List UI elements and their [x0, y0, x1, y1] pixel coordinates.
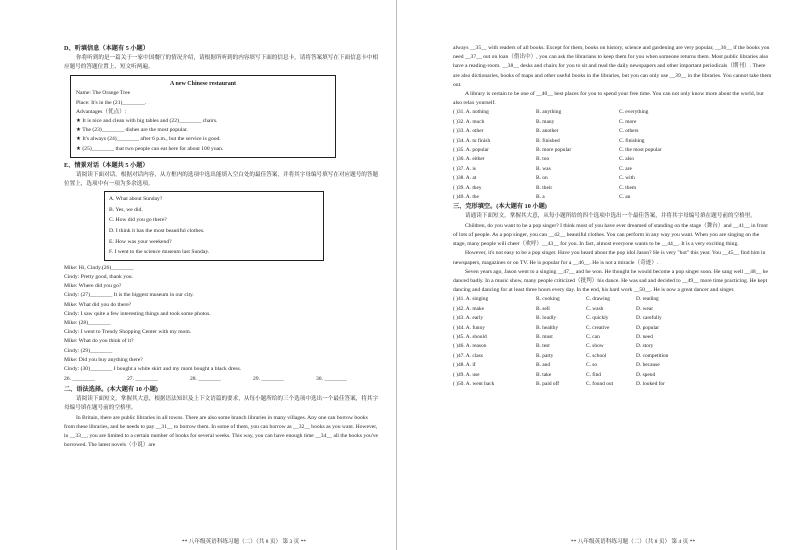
option-a[interactable]: ( )46. A. reason — [453, 343, 487, 350]
option-b[interactable]: B. take — [536, 371, 552, 378]
option-c[interactable]: C. show — [586, 343, 604, 350]
dialogue-line: Mike: What do you think of it? — [64, 338, 134, 345]
option-b[interactable]: B. more popular — [536, 147, 572, 154]
option-item: D. I think it has the most beautiful clothes. — [109, 228, 205, 235]
option-d[interactable]: D. story — [636, 343, 654, 350]
question-row — [453, 127, 772, 136]
option-a[interactable]: ( )43. A. early — [453, 315, 484, 322]
option-item: A. What about Sunday? — [109, 196, 163, 203]
option-b[interactable]: B. on — [536, 175, 548, 182]
dialogue-line: Mike: Did you buy anything there? — [64, 356, 143, 363]
question-row — [453, 352, 772, 361]
option-a[interactable]: ( )39. A. they — [453, 184, 482, 191]
option-a[interactable]: ( )36. A. either — [453, 156, 485, 163]
question-row — [453, 361, 772, 370]
option-b[interactable]: B. many — [536, 118, 555, 125]
page-footer: ** 八年级英语科练习题（二）（共 8 页） 第 4 页 ** — [570, 539, 696, 545]
passage-continued-2: A library is certain to be one of __40__ best places for you to spend your free time. You can not only know more about the world, but also relax yourself. — [453, 91, 764, 107]
answer-line — [64, 374, 379, 385]
question-row — [453, 324, 772, 333]
info-card-line: ★ (25)________ that two people can eat here for about 100 yuan. — [76, 145, 224, 152]
option-b[interactable]: B. anything — [536, 109, 562, 116]
question-row — [453, 146, 772, 155]
question-row — [453, 137, 772, 146]
option-b[interactable]: B. test — [536, 343, 550, 350]
option-item: B. Yes, we did. — [109, 206, 143, 213]
option-d[interactable]: D. spend — [636, 371, 656, 378]
option-a[interactable]: ( )45. A. should — [453, 333, 487, 340]
dialogue-line: Mike: Hi, Cindy.(26)________ — [64, 264, 134, 271]
option-a[interactable]: ( )42. A. make — [453, 305, 484, 312]
answer-blank[interactable]: 30. ________ — [316, 376, 347, 383]
answer-blank[interactable]: 29. ________ — [253, 376, 284, 383]
option-c[interactable]: C. an — [619, 194, 631, 201]
option-item: F. I went to the science museum last Sunday. — [109, 249, 210, 256]
option-d[interactable]: D. wear — [636, 305, 654, 312]
option-b[interactable]: B. a — [536, 194, 545, 201]
question-row — [453, 342, 772, 351]
cloze-paragraph-3: Seven years ago, Jason went to a singing __47__ and he won. He thought he would become a pop singer soon. He sang well __48__ he danced badly. In a music show, many people criticized（批判）his dance. He was sad and decided to __49__ more time practicing. He kept dancing and dancing for at least three hours every day. In the end, his hard work __50__. He is now a great dancer and singer. — [453, 268, 768, 294]
dialogue-line: Mike: What did you do there? — [64, 301, 132, 308]
info-card-line: Name: The Orange Tree — [76, 90, 131, 97]
section-3-instructions: 请通读下面短文，掌握其大意，从每小题所给的四个选项中选出一个最佳答案，并将其字母编号填在题号前的空格里。 — [465, 213, 756, 220]
option-b[interactable]: B. and — [536, 362, 551, 369]
option-a[interactable]: ( )31. A. nothing — [453, 109, 489, 116]
option-b[interactable]: B. party — [536, 352, 554, 359]
option-item: C. How did you go there? — [109, 217, 167, 224]
option-a[interactable]: ( )40. A. the — [453, 194, 479, 201]
question-row — [453, 174, 772, 183]
option-d[interactable]: D. because — [636, 362, 660, 369]
option-b[interactable]: B. their — [536, 184, 553, 191]
dialogue-line: Cindy: Pretty good, thank you. — [64, 274, 133, 280]
passage-continued: always __35__ with readers of all books. Except for them, books on history, science and gardening are very popular, __36__ if the books you need __37__ out on loan（借出中）, you can ask the librarians to keep them for you when someone returns them. Most public libraries also have a reading-room. __38__ desks and chairs for you to sit and read the daily newspapers and other important periodicals（期刊）. There are also dictionaries, books of maps and other useful books in the libraries, but you can only use __39__ in the libraries. You cannot take them out. — [453, 45, 772, 88]
info-card-title: A new Chinese restaurant — [169, 81, 237, 88]
info-card-line: ★ It's always (24)________ after 6 p.m., but the service is good. — [76, 136, 221, 143]
grammar-options — [453, 108, 772, 202]
option-c[interactable]: C. the most popular — [619, 147, 662, 154]
option-c[interactable]: C. creative — [586, 324, 610, 331]
option-a[interactable]: ( )37. A. is — [453, 165, 476, 172]
option-c[interactable]: C. everything — [619, 109, 649, 116]
option-d[interactable]: D. need — [636, 333, 653, 340]
question-row — [453, 380, 772, 389]
section-2-heading: 二、语法选择。(本大题有 10 小题) — [64, 386, 158, 394]
option-c[interactable]: C. finishing — [619, 137, 645, 144]
section-3-heading: 三、完形填空。(本大题有 10 小题) — [453, 203, 547, 211]
option-a[interactable]: ( )33. A. other — [453, 128, 484, 135]
option-c[interactable]: C. are — [619, 165, 632, 172]
question-row — [453, 155, 772, 164]
section-e-instructions: 请阅读下面对话，根据对话内容，从方框内的选项中选出能填入空白处的最佳答案，并将其字母编号填写在对应题号的答题位置上，选项中有一项为多余选项。 — [64, 171, 379, 188]
option-c[interactable]: C. with — [619, 175, 635, 182]
option-b[interactable]: B. loudly — [536, 315, 557, 322]
info-card-line: ★ The (23)________ dishes are the most popular. — [76, 127, 188, 134]
question-row — [453, 184, 772, 193]
option-a[interactable]: ( )44. A. funny — [453, 324, 485, 331]
option-c[interactable]: C. wash — [586, 305, 604, 312]
option-c[interactable]: C. also — [619, 156, 634, 163]
question-row — [453, 371, 772, 380]
options-box — [104, 191, 324, 261]
option-d[interactable]: D. reading — [636, 296, 659, 303]
info-card-line: ★ It is nice and clean with big tables and (22)________ chairs. — [76, 118, 218, 125]
question-row — [453, 165, 772, 174]
option-a[interactable]: ( )50. A. went back — [453, 380, 495, 387]
option-c[interactable]: C. so — [586, 362, 598, 369]
option-c[interactable]: C. found out — [586, 380, 614, 387]
dialogue-line: Mike: Where did you go? — [64, 283, 122, 290]
dialogue-line: Mike: (28)________ — [64, 320, 111, 327]
page-right — [397, 0, 794, 550]
dialogue-line: Cindy: (29)________ — [64, 347, 113, 354]
option-item: E. How was your weekend? — [109, 238, 172, 245]
option-b[interactable]: B. must — [536, 333, 553, 340]
section-e-heading: E、情景对话（本题共 5 小题） — [64, 161, 149, 169]
option-a[interactable]: ( )48. A. if — [453, 362, 476, 369]
question-row — [453, 193, 772, 202]
answer-blank[interactable]: 26. ________ — [64, 376, 95, 383]
option-c[interactable]: C. school — [586, 352, 607, 359]
section-2-instructions: 请阅读下面短文，掌握其大意，根据语法知识及上下文语篇的要求，从每小题所给的三个选项中选出一个最佳答案，将其字母编号填在题号前的空格里。 — [64, 396, 379, 412]
info-card — [70, 75, 336, 157]
question-row — [453, 333, 772, 342]
option-a[interactable]: ( )35. A. popular — [453, 147, 489, 154]
option-c[interactable]: C. can — [586, 333, 600, 340]
option-c[interactable]: C. others — [619, 128, 639, 135]
option-b[interactable]: B. paid off — [536, 380, 560, 387]
dialogue-line: Cindy: I went to Trendy Shopping Center with my mom. — [64, 329, 192, 336]
option-a[interactable]: ( )32. A. much — [453, 118, 485, 125]
option-a[interactable]: ( )38. A. at — [453, 175, 477, 182]
option-c[interactable]: C. quickly — [586, 315, 609, 322]
option-a[interactable]: ( )34. A. to finish — [453, 137, 491, 144]
option-c[interactable]: C. them — [619, 184, 637, 191]
section-2-passage: In Britain, there are public libraries in all towns. There are also some branch libraries in many villages. Any one can borrow books from these libraries, and he needs to pay __31__ to borrow them. In some of them, you can borrow as __32__ books as you want. However, in __33__, you are limited to a certain number of books for several weeks. This way, you can have enough time __34__ all the books you've borrowed. The latest novels（小说）are — [64, 414, 379, 449]
dialogue-line: Cindy: (27)________ It is the biggest museum in our city. — [64, 292, 194, 299]
option-b[interactable]: B. cooking — [536, 296, 560, 303]
option-c[interactable]: C. drawing — [586, 296, 610, 303]
answer-blank[interactable]: 28. ________ — [190, 376, 221, 383]
option-b[interactable]: B. another — [536, 128, 559, 135]
option-b[interactable]: B. too — [536, 156, 550, 163]
question-row — [453, 295, 772, 304]
section-d-heading: D、听填信息（本题有 5 小题） — [64, 45, 149, 52]
option-b[interactable]: B. sell — [536, 305, 550, 312]
answer-blank[interactable]: 27. ________ — [127, 376, 158, 383]
option-a[interactable]: ( )41. A. singing — [453, 296, 489, 303]
option-d[interactable]: D. popular — [636, 324, 660, 331]
cloze-options — [453, 295, 772, 389]
question-row — [453, 108, 772, 117]
option-a[interactable]: ( )47. A. class — [453, 352, 483, 359]
info-card-line: Place: It's in the (21)________. — [76, 99, 147, 106]
option-b[interactable]: B. finished — [536, 137, 560, 144]
dialogue-line: Cindy: (30)________ I bought a white skirt and my mom bought a black dress. — [64, 366, 242, 373]
dialogue — [64, 264, 379, 374]
dialogue-line: Cindy: I saw quite a few interesting things and took some photos. — [64, 310, 211, 317]
option-d[interactable]: D. competition — [636, 352, 669, 359]
question-row — [453, 118, 772, 127]
cloze-paragraph-1: Children, do you want to be a pop singer? I think most of you have ever dreamed of standing on the stage（舞台）and __41__ in front of lots of people. As a pop singer, you can __42__ beautiful clothes. You can perform in any way you want. When you are singing on the stage, many people will cheer（欢呼）__43__ for you. In fact, almost everyone wants to be __44__. It is a very exciting thing. — [453, 222, 768, 248]
option-b[interactable]: B. healthy — [536, 324, 559, 331]
option-d[interactable]: D. looked for — [636, 380, 665, 387]
question-row — [453, 314, 772, 323]
option-d[interactable]: D. carefully — [636, 315, 662, 322]
option-a[interactable]: ( )49. A. use — [453, 371, 480, 378]
page-footer: ** 八年级英语科练习题（二）（共 8 页） 第 3 页 ** — [181, 539, 307, 545]
section-d-instructions: 你将听到的是一篇关于一家中国餐厅的情况介绍，请根据所听到的内容填写下面的信息卡，请将答案填写在下面信息卡中相应题号的答题位置上、短文听两遍。 — [64, 55, 379, 71]
cloze-paragraph-2: However, it's not easy to be a pop singer. Have you heard about the pop idol Jason? He is very "hot" this year. You __45__ find him in newspapers, magazines or on TV. He is popular for a __46__. He is not a miracle（奇迹）. — [453, 250, 766, 266]
info-card-line: Advantages（优点）: — [76, 108, 127, 115]
option-b[interactable]: B. was — [536, 165, 551, 172]
option-c[interactable]: C. find — [586, 371, 601, 378]
option-c[interactable]: C. more — [619, 118, 637, 125]
question-row — [453, 305, 772, 314]
